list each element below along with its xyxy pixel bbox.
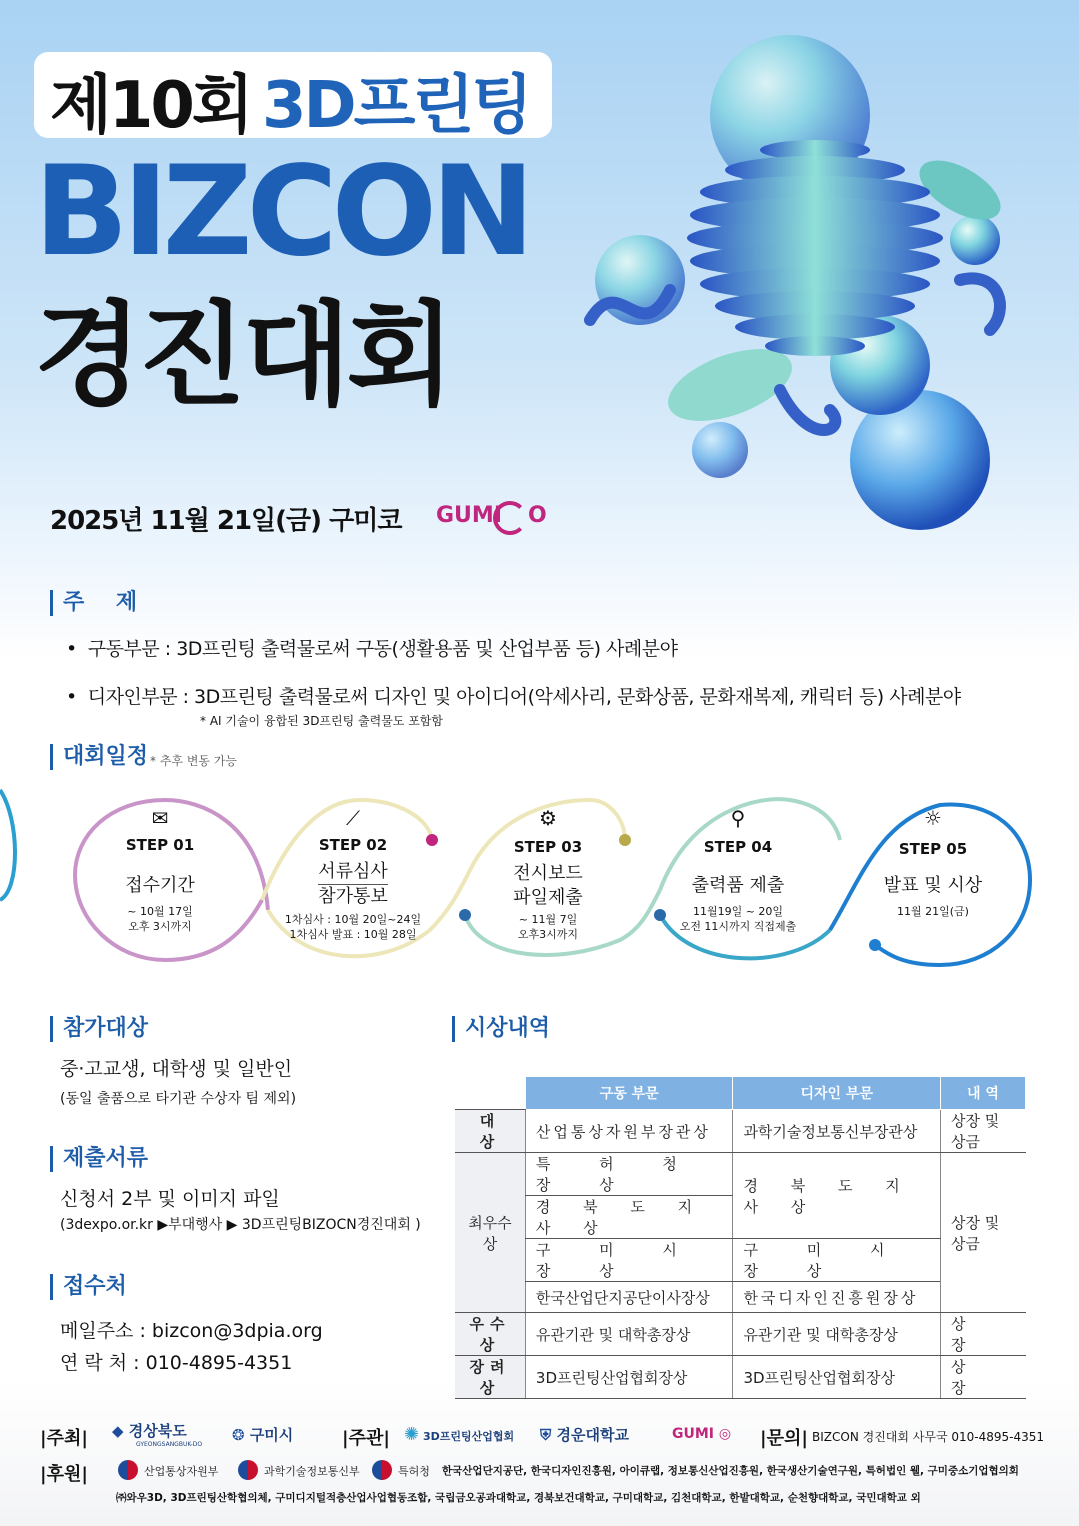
decorative-3d-illustration	[580, 30, 1060, 530]
event-date-venue: 2025년 11월 21일(금) 구미코	[50, 506, 402, 536]
lightbulb-icon: ☼	[924, 806, 942, 830]
row-merit-label: 우수상	[455, 1313, 525, 1356]
gumi-emblem-icon: ❂	[232, 1426, 245, 1444]
topic-title: 3D프린팅	[262, 69, 531, 143]
documents-note: (3dexpo.or.kr ▶부대행사 ▶ 3D프린팅BIZOCN경진대회 )	[60, 1217, 421, 1233]
gyeongbuk-emblem-icon: ◆	[112, 1422, 124, 1440]
contact-email: 메일주소 : bizcon@3dpia.org	[60, 1320, 323, 1342]
merit-drive: 유관기관 및 대학총장상	[525, 1313, 733, 1356]
excellent-drive-1: 특 허 청 장 상	[525, 1153, 733, 1196]
table-row	[455, 1239, 1026, 1282]
excellent-detail: 상장 및 상금	[941, 1153, 1026, 1313]
gumico-footer-ring-icon: ◎	[714, 1426, 732, 1442]
excellent-drive-4: 한국산업단지공단이사장상	[525, 1282, 733, 1313]
search-icon: ⚲	[730, 806, 746, 830]
col-drive: 구동 부문	[525, 1077, 733, 1110]
row-grand-label: 대 상	[455, 1110, 525, 1153]
step-01-title: 접수기간	[125, 875, 195, 896]
excellent-design-2: 구 미 시 장 상	[733, 1239, 941, 1282]
sponsor-msit: 과학기술정보통신부	[264, 1465, 360, 1478]
organizer-label: |주관|	[342, 1428, 390, 1449]
gear-icon: ⚙	[539, 806, 557, 830]
step-02-detail: 1차심사 : 10월 20일~24일 1차심사 발표 : 10월 28일	[284, 913, 422, 941]
gumico-ring-icon	[493, 501, 527, 535]
sponsor-label: |후원|	[40, 1464, 88, 1485]
contact-phone: 연 락 처 : 010-4895-4351	[60, 1352, 293, 1374]
grand-design: 과학기술정보통신부장관상	[733, 1110, 941, 1153]
step-03-title: 전시보드 파일제출	[513, 863, 583, 908]
row-excellent-label: 최우수상	[455, 1153, 525, 1313]
kyungwoon-emblem-icon: ⛨	[540, 1426, 552, 1444]
gyeongbuk-logo: ◆ 경상북도 GYEONGSANGBUK-DO	[112, 1422, 203, 1448]
sponsor-motie: 산업통상자원부	[144, 1465, 219, 1478]
documents-text: 신청서 2부 및 이미지 파일	[60, 1188, 280, 1210]
table-row	[455, 1282, 1026, 1313]
excellent-drive-3: 구 미 시 장 상	[525, 1239, 733, 1282]
step-02-label: STEP 02	[318, 836, 388, 854]
table-header-row	[455, 1077, 1026, 1110]
schedule-heading: 대회일정	[50, 744, 148, 770]
kipo-emblem-icon	[372, 1460, 392, 1480]
theme-note: * AI 기술이 융합된 3D프린팅 출력물도 포함함	[200, 714, 443, 728]
excellent-design-3: 한국디자인진흥원장상	[733, 1282, 941, 1313]
inquiry-label: |문의|	[760, 1428, 808, 1449]
excellent-design-1: 경 북 도 지 사 상	[733, 1153, 941, 1239]
participants-note: (동일 출품으로 타기관 수상자 팀 제외)	[60, 1091, 297, 1107]
step-02-title: 서류심사 참가통보	[318, 861, 388, 907]
step-05-title: 발표 및 시상	[883, 875, 983, 896]
awards-heading: 시상내역	[452, 1016, 550, 1042]
merit-design: 유관기관 및 대학총장상	[733, 1313, 941, 1356]
envelope-icon: ✉	[151, 806, 169, 830]
awards-table	[455, 1076, 1026, 1399]
printing-association-logo: ✺ 3D프린팅산업협회	[404, 1424, 515, 1445]
sponsor-kipo: 특허청	[398, 1465, 430, 1478]
table-row	[455, 1356, 1026, 1399]
schedule-note: * 추후 변동 가능	[150, 754, 237, 768]
step-03-label: STEP 03	[513, 838, 583, 856]
participants-text: 중·고교생, 대학생 및 일반인	[60, 1058, 293, 1080]
grand-detail: 상장 및 상금	[941, 1110, 1026, 1153]
encourage-design: 3D프린팅산업협회장상	[733, 1356, 941, 1399]
host-label: |주최|	[40, 1428, 88, 1449]
step-03-detail: ~ 11월 7일 오후3시까지	[517, 913, 579, 941]
chart-icon: ⟋	[346, 806, 360, 830]
gumico-logo: GUMI	[436, 503, 502, 528]
table-row	[455, 1153, 1026, 1196]
theme-item-design: • 디자인부문 : 3D프린팅 출력물로써 디자인 및 아이디어(악세사리, 문화상품, 문화재복제, 캐릭터 등) 사례분야	[66, 686, 961, 708]
excellent-drive-2: 경 북 도 지 사 상	[525, 1196, 733, 1239]
association-emblem-icon: ✺	[404, 1424, 420, 1445]
kyungwoon-logo: ⛨ 경운대학교	[540, 1426, 629, 1444]
sponsor-list-2: ㈜와우3D, 3D프린팅산학협의체, 구미디지털적층산업사업협동조합, 국립금오공과대학교, 경북보건대학교, 구미대학교, 김천대학교, 한밭대학교, 순천향대학교, 국민대학교 외	[116, 1492, 921, 1504]
encourage-drive: 3D프린팅산업협회장상	[525, 1356, 733, 1399]
step-04-label: STEP 04	[703, 838, 773, 856]
row-encourage-label: 장려상	[455, 1356, 525, 1399]
step-04-detail: 11월19일 ~ 20일 오전 11시까지 직접제출	[679, 905, 797, 933]
documents-heading: 제출서류	[50, 1146, 148, 1172]
motie-emblem-icon	[118, 1460, 138, 1480]
col-detail: 내 역	[941, 1077, 1026, 1110]
grand-drive: 산업통상자원부장관상	[525, 1110, 733, 1153]
participants-heading: 참가대상	[50, 1016, 148, 1042]
gumico-footer-logo: GUMI ◎	[672, 1426, 732, 1442]
step-04-title: 출력품 제출	[691, 875, 785, 896]
step-05-label: STEP 05	[898, 840, 968, 858]
theme-item-drive: • 구동부문 : 3D프린팅 출력물로써 구동(생활용품 및 산업부품 등) 사례분야	[66, 638, 678, 660]
merit-detail: 상 장	[941, 1313, 1026, 1356]
contest-title: 경진대회	[34, 291, 451, 421]
col-design: 디자인 부문	[733, 1077, 941, 1110]
contact-heading: 접수처	[50, 1274, 127, 1300]
inquiry-text: BIZCON 경진대회 사무국 010-4895-4351	[812, 1430, 1045, 1444]
table-row	[455, 1110, 1026, 1153]
step-05-detail: 11월 21일(금)	[897, 905, 969, 918]
step-01-label: STEP 01	[125, 836, 195, 854]
sponsor-list-1: 한국산업단지공단, 한국디자인진흥원, 아이큐랩, 정보통신산업진흥원, 한국생산기술연구원, 특허법인 웰, 구미중소기업협의회	[442, 1465, 1019, 1477]
edition-title: 제10회	[50, 69, 251, 143]
table-corner	[455, 1077, 525, 1110]
gumi-city-logo: ❂ 구미시	[232, 1426, 294, 1444]
gumico-logo-end: O	[528, 503, 547, 528]
table-row	[455, 1313, 1026, 1356]
theme-heading: 주 제	[50, 590, 149, 616]
encourage-detail: 상 장	[941, 1356, 1026, 1399]
msit-emblem-icon	[238, 1460, 258, 1480]
step-01-detail: ~ 10월 17일 오후 3시까지	[127, 905, 193, 933]
bizcon-title: BIZCON	[34, 140, 529, 284]
